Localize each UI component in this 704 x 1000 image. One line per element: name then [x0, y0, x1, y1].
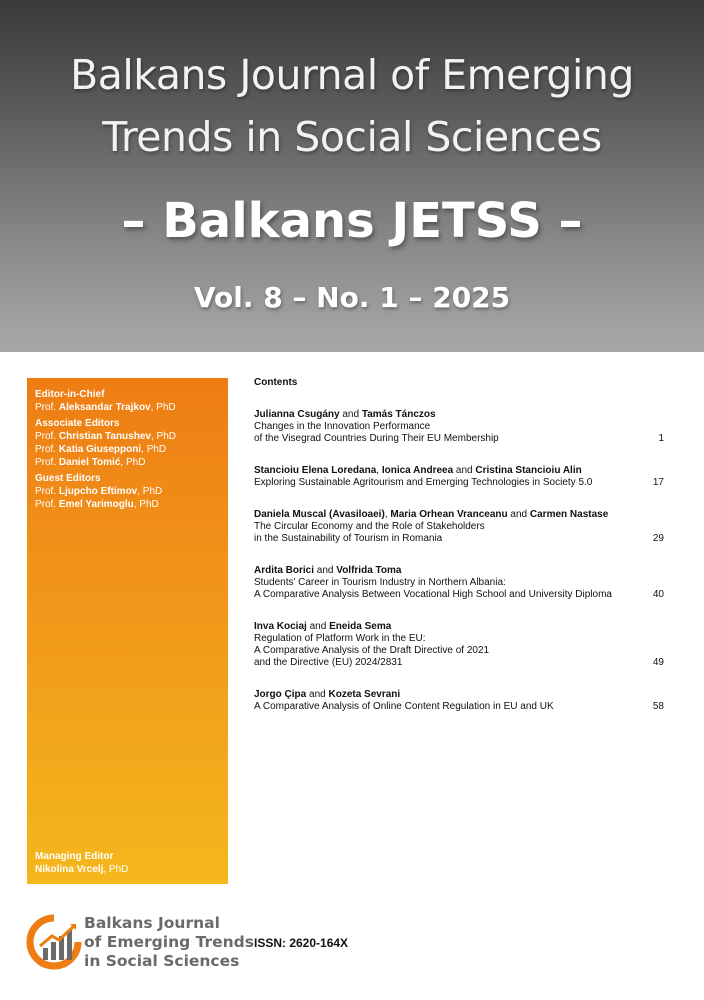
- journal-title-line-1: Balkans Journal of Emerging: [70, 51, 634, 99]
- journal-title-line-2: Trends in Social Sciences: [102, 113, 602, 161]
- author-separator: and: [306, 689, 329, 700]
- editor-name: Daniel Tomić: [58, 457, 121, 468]
- degree-suffix: , PhD: [120, 457, 146, 468]
- entry-authors: [254, 509, 634, 521]
- degree-suffix: , PhD: [133, 499, 159, 510]
- title-prefix: Prof.: [35, 486, 59, 497]
- entry-authors: [254, 465, 634, 477]
- author-separator: and: [507, 509, 530, 520]
- associate-editors-block: [35, 417, 176, 469]
- entry-title-line: Changes in the Innovation Performance: [254, 421, 431, 432]
- contents-entry: [254, 509, 674, 545]
- managing-editor-block: [35, 850, 128, 876]
- entry-authors: [254, 409, 634, 421]
- editor-in-chief-name: [35, 401, 176, 414]
- contents-entry: [254, 465, 674, 489]
- author-name: Ionica Andreea: [381, 465, 454, 476]
- degree-suffix: , PhD: [141, 444, 167, 455]
- managing-editor-name: [35, 863, 128, 876]
- footer-journal-name: [84, 914, 254, 971]
- entry-title-line: Exploring Sustainable Agritourism and Emerging Technologies in Society 5.0: [254, 477, 593, 488]
- associate-editor: [35, 456, 176, 469]
- degree-suffix: , PhD: [137, 486, 163, 497]
- logo-text-line: Balkans Journal: [84, 914, 220, 932]
- author-name: Stancioiu Elena Loredana: [254, 465, 377, 476]
- editor-in-chief-heading: Editor-in-Chief: [35, 389, 105, 400]
- entry-title-line: A Comparative Analysis of the Draft Directive of 2021: [254, 645, 490, 656]
- entry-page-number: 58: [652, 701, 664, 712]
- journal-short-title: – Balkans JETSS –: [121, 193, 583, 249]
- author-name: Kozeta Sevrani: [328, 689, 401, 700]
- entry-title-line: Regulation of Platform Work in the EU:: [254, 633, 426, 644]
- contents-entry: [254, 409, 674, 445]
- entry-title-line: The Circular Economy and the Role of Stakeholders: [254, 521, 485, 532]
- entry-title-line: Students’ Career in Tourism Industry in Northern Albania:: [254, 577, 506, 588]
- author-separator: ,: [376, 465, 382, 476]
- contents-entries: [254, 409, 674, 713]
- author-name: Maria Orhean Vranceanu: [390, 509, 508, 520]
- associate-editor: [35, 430, 176, 443]
- entry-page-number: 29: [652, 533, 664, 544]
- associate-editor: [35, 443, 176, 456]
- editor-name: Ljupcho Eftimov: [58, 486, 138, 497]
- contents-heading: Contents: [254, 377, 298, 388]
- logo-text-line: of Emerging Trends: [84, 933, 255, 951]
- author-separator: and: [339, 409, 362, 420]
- degree-suffix: , PhD: [150, 431, 176, 442]
- issn-number: ISSN: 2620-164X: [254, 936, 349, 950]
- title-prefix: Prof.: [35, 499, 59, 510]
- editor-name: Aleksandar Trajkov: [58, 402, 151, 413]
- author-name: Carmen Nastase: [529, 509, 609, 520]
- entry-page-number: 1: [658, 433, 664, 444]
- entry-authors: [254, 621, 634, 633]
- entry-title-line: A Comparative Analysis of Online Content Regulation in EU and UK: [254, 701, 554, 712]
- author-name: Jorgo Çipa: [254, 689, 307, 700]
- entry-page-number: 49: [652, 657, 664, 668]
- author-separator: and: [306, 621, 330, 632]
- associate-editors-heading: Associate Editors: [35, 418, 120, 429]
- guest-editors-heading: Guest Editors: [35, 473, 101, 484]
- logo-text-line: in Social Sciences: [84, 952, 240, 970]
- entry-title-line: in the Sustainability of Tourism in Romania: [254, 533, 443, 544]
- managing-editor-heading: Managing Editor: [35, 851, 114, 862]
- editor-name: Nikolina Vrcelj: [35, 864, 104, 875]
- author-separator: ,: [384, 509, 391, 520]
- cover-banner: [0, 0, 704, 352]
- entry-authors: [254, 565, 634, 577]
- contents-entry: [254, 565, 674, 601]
- entry-title-line: and the Directive (EU) 2024/2831: [254, 657, 403, 668]
- author-name: Julianna Csugány: [254, 409, 340, 420]
- title-prefix: Prof.: [35, 444, 59, 455]
- entry-title-line: of the Visegrad Countries During Their EU Membership: [254, 433, 499, 444]
- editors-sidebar: [27, 378, 228, 884]
- journal-logo-icon: [24, 912, 84, 972]
- table-of-contents: [254, 377, 674, 733]
- contents-entry: [254, 689, 674, 713]
- degree-suffix: , PhD: [103, 864, 129, 875]
- degree-suffix: , PhD: [150, 402, 176, 413]
- author-name: Eneida Sema: [329, 621, 392, 632]
- author-name: Volfrida Toma: [336, 565, 402, 576]
- guest-editor: [35, 498, 162, 511]
- entry-title-line: A Comparative Analysis Between Vocational High School and University Diploma: [254, 589, 612, 600]
- title-prefix: Prof.: [35, 402, 59, 413]
- guest-editors-block: [35, 472, 162, 511]
- entry-authors: [254, 689, 634, 701]
- editor-name: Emel Yarimoglu: [58, 499, 134, 510]
- author-separator: and: [453, 465, 476, 476]
- editor-name: Christian Tanushev: [58, 431, 151, 442]
- entry-page-number: 40: [652, 589, 664, 600]
- title-prefix: Prof.: [35, 431, 59, 442]
- volume-issue: Vol. 8 – No. 1 – 2025: [193, 281, 511, 314]
- author-name: Cristina Stancioiu Alin: [475, 465, 582, 476]
- author-name: Tamás Tánczos: [361, 409, 436, 420]
- author-name: Inva Kociaj: [254, 621, 307, 632]
- entry-page-number: 17: [652, 477, 664, 488]
- editor-name: Katia Giusepponi: [58, 444, 142, 455]
- guest-editor: [35, 485, 162, 498]
- author-name: Daniela Muscal (Avasiloaei): [254, 509, 385, 520]
- author-separator: and: [314, 565, 337, 576]
- contents-entry: [254, 621, 674, 669]
- editor-in-chief-block: [35, 388, 176, 414]
- author-name: Ardita Borici: [254, 565, 315, 576]
- title-prefix: Prof.: [35, 457, 59, 468]
